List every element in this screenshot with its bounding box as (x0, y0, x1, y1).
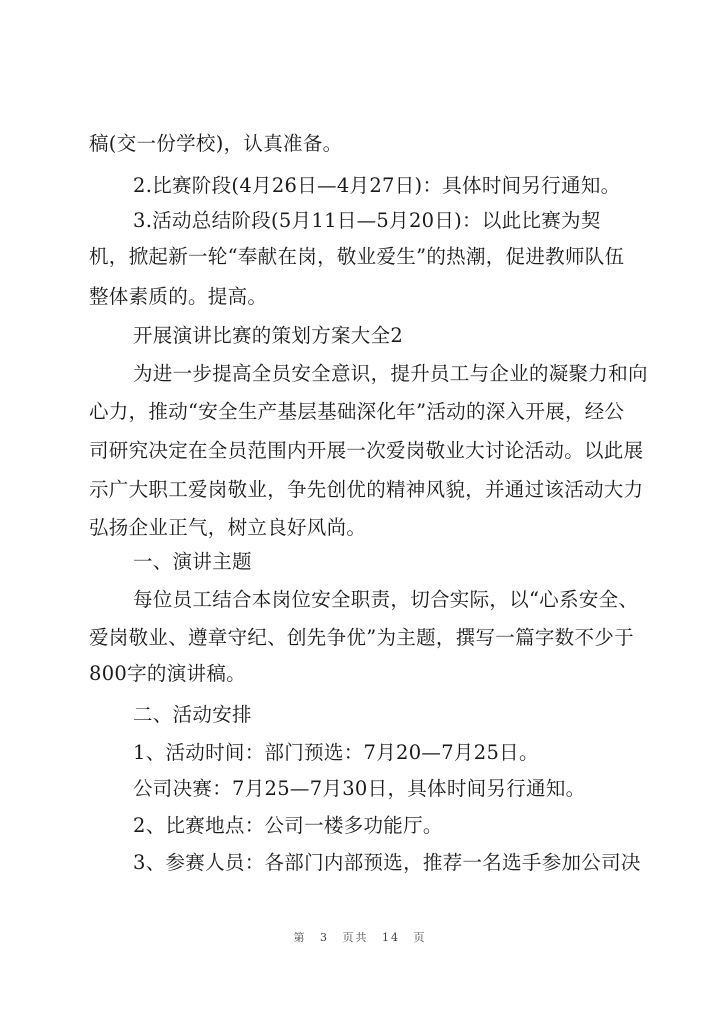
body-line: 800字的演讲稿。 (89, 662, 246, 685)
body-line: 3、参赛人员：各部门内部预选，推荐一名选手参加公司决 (133, 851, 641, 874)
section-heading: 一、演讲主题 (133, 550, 252, 573)
footer-prefix: 第 (293, 931, 307, 944)
body-line: 公司决赛：7月25—7月30日，具体时间另行通知。 (133, 777, 586, 800)
footer-page-number: 3 (320, 931, 329, 944)
body-line: 1、活动时间：部门预选：7月20—7月25日。 (133, 741, 539, 764)
body-line: 稿(交一份学校)，认真准备。 (89, 132, 343, 155)
body-line: 为进一步提高全员安全意识，提升员工与企业的凝聚力和向 (133, 362, 648, 385)
footer-suffix: 页 (413, 931, 427, 944)
body-line: 整体素质的。提高。 (89, 285, 268, 308)
footer-middle: 页共 (342, 931, 369, 944)
body-line: 心力，推动“安全生产基层基础深化年”活动的深入开展，经公 (89, 400, 625, 423)
body-line: 2.比赛阶段(4月26日—4月27日)：具体时间另行通知。 (133, 174, 621, 197)
body-line: 机，掀起新一轮“奉献在岗，敬业爱生”的热潮，促进教师队伍 (89, 245, 625, 268)
body-line: 3.活动总结阶段(5月11日—5月20日)：以此比赛为契 (133, 209, 601, 232)
body-line: 示广大职工爱岗敬业，争先创优的精神风貌，并通过该活动大力 (89, 478, 644, 501)
section-heading: 开展演讲比赛的策划方案大全2 (133, 324, 404, 347)
section-heading: 二、活动安排 (133, 703, 252, 726)
body-line: 爱岗敬业、遵章守纪、创先争优”为主题，撰写一篇字数不少于 (89, 626, 634, 649)
page-footer (0, 929, 720, 945)
body-line: 弘扬企业正气，树立良好风尚。 (89, 516, 367, 539)
footer-total-pages: 14 (382, 931, 400, 944)
body-line: 2、比赛地点：公司一楼多功能厅。 (133, 814, 443, 837)
body-line: 司研究决定在全员范围内开展一次爱岗敬业大讨论活动。以此展 (89, 439, 644, 462)
body-line: 每位员工结合本岗位安全职责，切合实际，以“心系安全、 (133, 588, 639, 611)
